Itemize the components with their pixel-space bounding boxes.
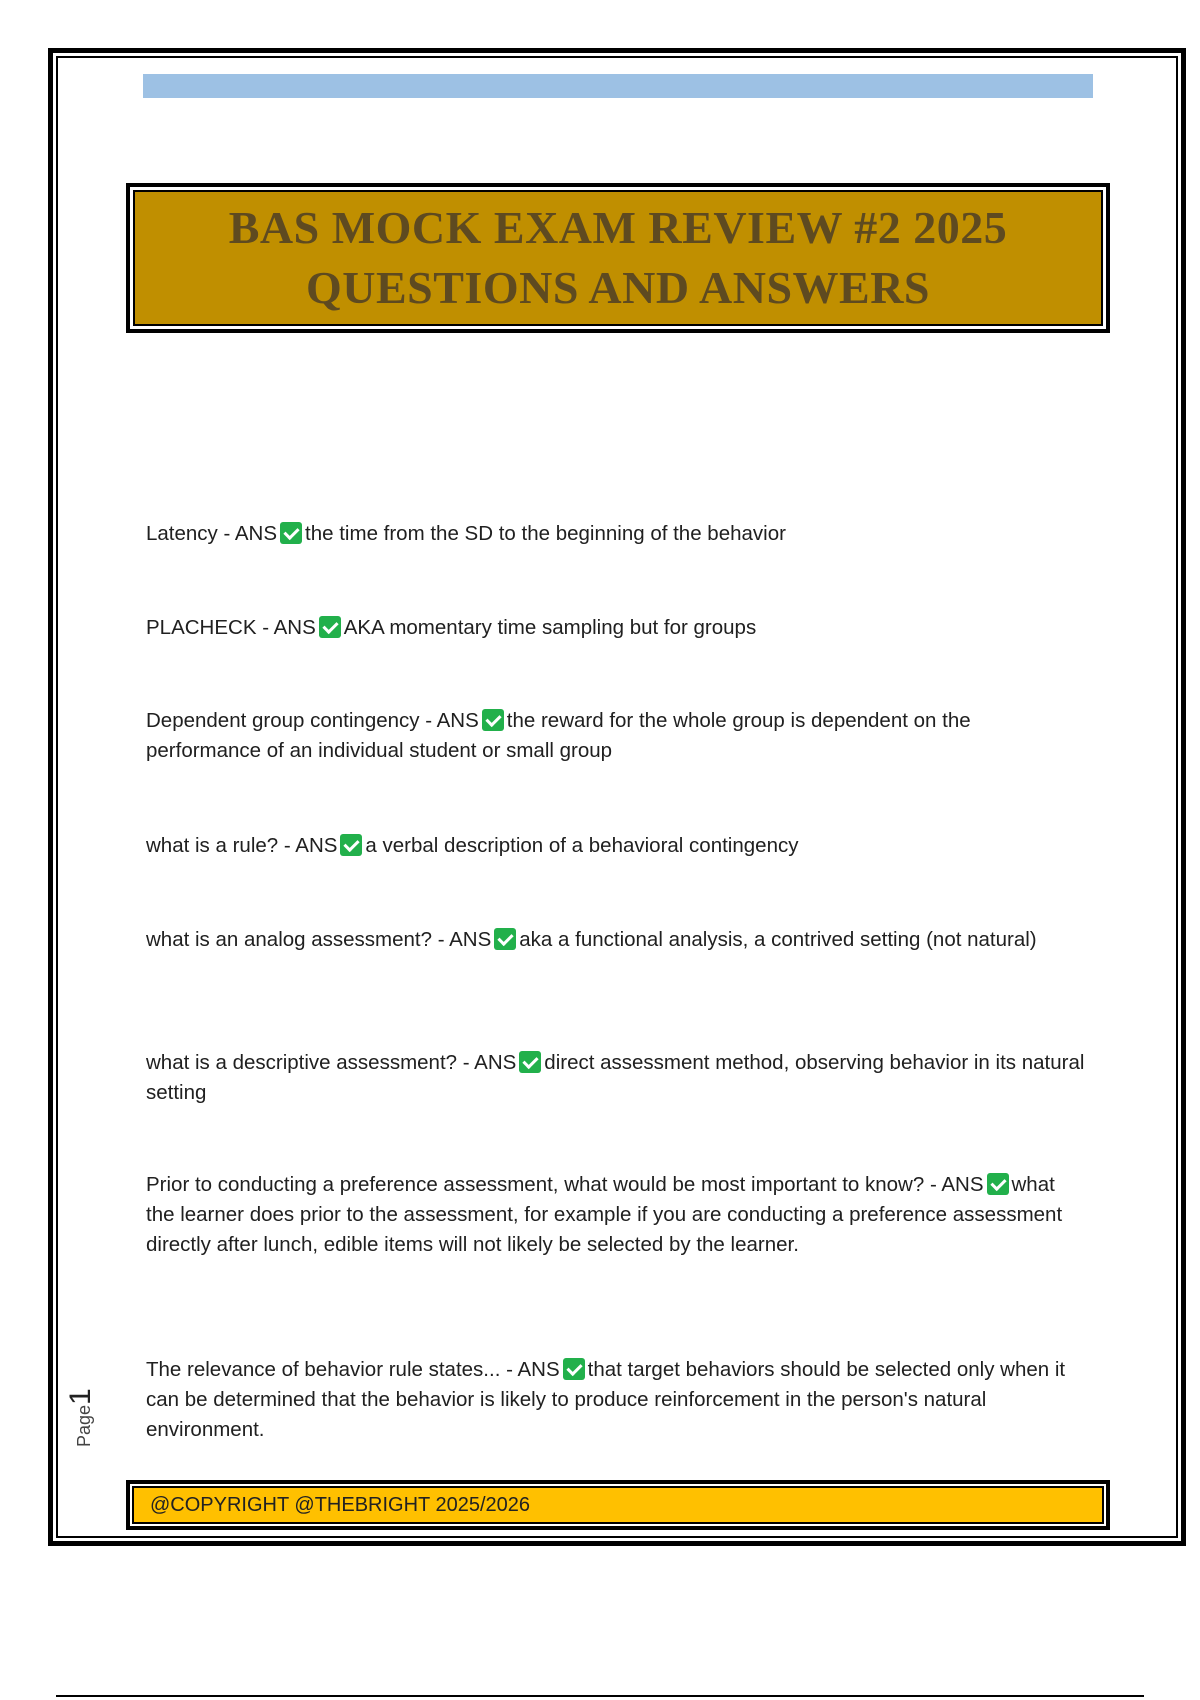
title-line-1: BAS MOCK EXAM REVIEW #2 2025 — [228, 202, 1008, 253]
header-color-bar — [143, 74, 1093, 98]
check-box-icon — [563, 1358, 585, 1380]
qa-answer: aka a functional analysis, a contrived setting (not natural) — [519, 928, 1037, 951]
qa-answer: a verbal description of a behavioral contingency — [365, 834, 799, 857]
check-box-icon — [519, 1051, 541, 1073]
qa-question: Latency - ANS — [146, 522, 278, 545]
check-box-icon — [987, 1173, 1009, 1195]
qa-answer: AKA momentary time sampling but for groups — [343, 616, 757, 639]
qa-item — [146, 1048, 1086, 1108]
page-number-label — [64, 1385, 104, 1447]
qa-item — [146, 831, 1086, 861]
bottom-divider — [56, 1695, 1144, 1697]
qa-answer: the reward for the whole group is dependent on the performance of an individual student or small group — [146, 709, 971, 762]
page-word: Page — [74, 1404, 94, 1447]
page-number: 1 — [64, 1388, 97, 1405]
qa-answer: the time from the SD to the beginning of the behavior — [305, 522, 786, 545]
qa-question: Prior to conducting a preference assessment, what would be most important to know? - ANS — [146, 1173, 984, 1196]
copyright-text: @COPYRIGHT @THEBRIGHT 2025/2026 — [150, 1493, 530, 1516]
footer-box — [126, 1480, 1110, 1530]
footer-box-fill — [132, 1486, 1104, 1524]
check-box-icon — [482, 709, 504, 731]
title-line-2: QUESTIONS AND ANSWERS — [305, 262, 931, 313]
qa-answer: that target behaviors should be selected only when it can be determined that the behavior is likely to produce reinforcement in the person's natural environment. — [146, 1358, 1066, 1441]
qa-question: The relevance of behavior rule states... - ANS — [146, 1358, 560, 1381]
qa-item — [146, 925, 1086, 955]
qa-question: Dependent group contingency - ANS — [146, 709, 479, 732]
qa-item — [146, 613, 1086, 643]
check-box-icon — [280, 522, 302, 544]
qa-item — [146, 706, 1086, 766]
check-box-icon — [340, 834, 362, 856]
check-box-icon — [494, 928, 516, 950]
qa-question: what is a descriptive assessment? - ANS — [146, 1051, 517, 1074]
check-box-icon — [319, 616, 341, 638]
qa-answer: direct assessment method, observing behavior in its natural setting — [146, 1051, 1085, 1104]
document-title — [229, 198, 1008, 318]
qa-question: PLACHECK - ANS — [146, 616, 316, 639]
qa-question: what is a rule? - ANS — [146, 834, 338, 857]
qa-item — [146, 1355, 1086, 1445]
qa-item — [146, 519, 1086, 549]
qa-item — [146, 1170, 1086, 1260]
title-box — [126, 183, 1110, 333]
qa-question: what is an analog assessment? - ANS — [146, 928, 492, 951]
title-box-fill — [133, 190, 1103, 326]
qa-answer: what the learner does prior to the assessment, for example if you are conducting a preference assessment directly after lunch, edible items will not likely be selected by the learner. — [146, 1173, 1063, 1256]
